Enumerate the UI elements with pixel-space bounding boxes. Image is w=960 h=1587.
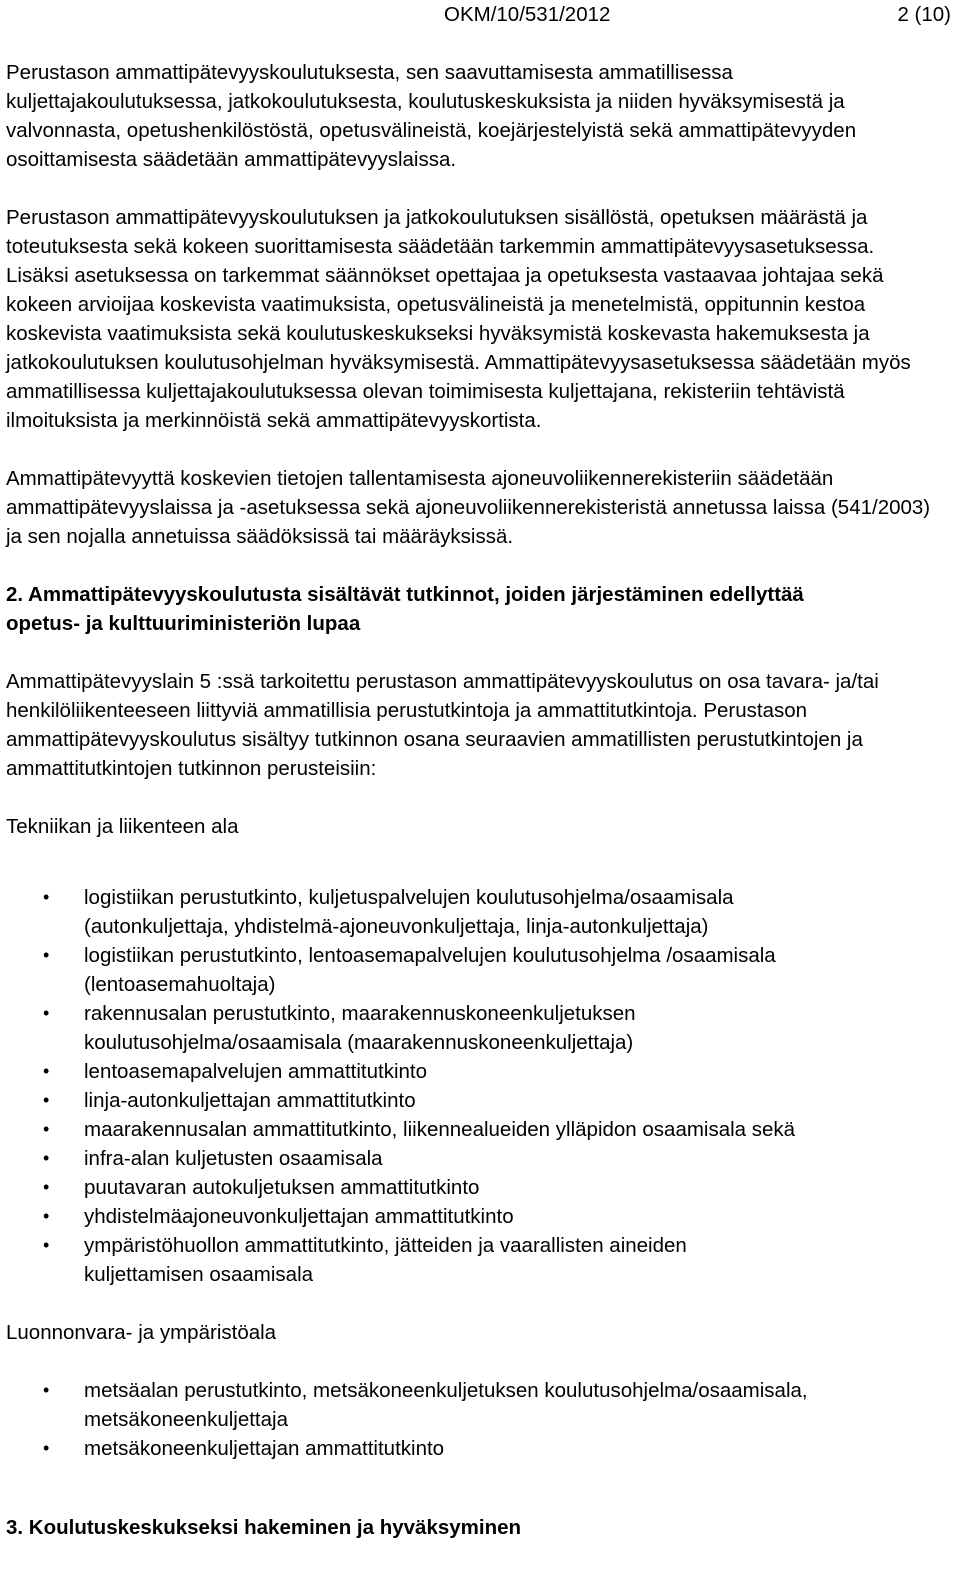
bullet-icon: • <box>43 1003 50 1023</box>
list-item-line: yhdistelmäajoneuvonkuljettajan ammattitutkinto <box>84 1205 514 1228</box>
list-item <box>6 1231 951 1289</box>
bullet-icon: • <box>43 1119 50 1139</box>
page-number: 2 (10) <box>897 3 951 26</box>
bullet-icon: • <box>43 1380 50 1400</box>
paragraph-3: Ammattipätevyyttä koskevien tietojen tallentamisesta ajoneuvoliikennerekisteriin säädetään ammattipätevyyslaissa ja -asetuksessa sekä ajoneuvoliikennerekisteristä annetussa laissa (541/2003) ja sen nojalla annetuissa säädöksissä tai määräyksissä. <box>6 467 931 548</box>
list-item-line: lentoasemapalvelujen ammattitutkinto <box>84 1060 427 1083</box>
bullet-icon: • <box>43 1177 50 1197</box>
list-item <box>6 1202 951 1231</box>
list-item <box>6 1144 951 1173</box>
list-item-line: logistiikan perustutkinto, kuljetuspalvelujen koulutusohjelma/osaamisala <box>84 886 734 909</box>
list-item <box>6 1115 951 1144</box>
list-item <box>6 941 951 999</box>
section-2-intro: Ammattipätevyyslain 5 :ssä tarkoitettu perustason ammattipätevyyskoulutus on osa tavara- ja/tai henkilöliikenteeseen liittyviä ammatillisia perustutkintoja ja ammattitutkintoja. Perustason ammattipätevyyskoulutus sisältyy tutkinnon osana seuraavien ammatillisten perustutkintojen ja ammattitutkintojen tutkinnon perusteisiin: <box>6 670 879 780</box>
list-item <box>6 1057 951 1086</box>
page-header <box>6 2 951 28</box>
list-item-line: kuljettamisen osaamisala <box>84 1263 314 1286</box>
list-item-line: rakennusalan perustutkinto, maarakennuskoneenkuljetuksen <box>84 1002 636 1025</box>
list-item-line: metsäkoneenkuljettajan ammattitutkinto <box>84 1437 445 1460</box>
document-id: OKM/10/531/2012 <box>444 3 611 26</box>
list-item-line: ympäristöhuollon ammattitutkinto, jätteiden ja vaarallisten aineiden <box>84 1234 687 1257</box>
bullet-icon: • <box>43 887 50 907</box>
group-2-list <box>6 1376 951 1463</box>
bullet-icon: • <box>43 1235 50 1255</box>
bullet-icon: • <box>43 945 50 965</box>
list-item-line: koulutusohjelma/osaamisala (maarakennuskoneenkuljettaja) <box>84 1031 634 1054</box>
list-item <box>6 1376 951 1434</box>
list-item-line: (lentoasemahuoltaja) <box>84 973 276 996</box>
document-body <box>6 58 951 1542</box>
bullet-icon: • <box>43 1206 50 1226</box>
group-1-label: Tekniikan ja liikenteen ala <box>6 815 239 838</box>
list-item-line: logistiikan perustutkinto, lentoasemapalvelujen koulutusohjelma /osaamisala <box>84 944 776 967</box>
bullet-icon: • <box>43 1438 50 1458</box>
paragraph-2: Perustason ammattipätevyyskoulutuksen ja jatkokoulutuksen sisällöstä, opetuksen määrästä ja toteutuksesta sekä kokeen suorittamisesta säädetään tarkemmin ammattipätevyysasetuksessa. Lisäksi asetuksessa on tarkemmat säännökset opettajaa ja opetuksesta vastaavaa johtajaa sekä kokeen arvioijaa koskevista vaatimuksista, opetusvälineistä ja menetelmistä, oppitunnin kestoa koskevista vaatimuksista sekä koulutuskeskukseksi hyväksymistä koskevasta hakemuksesta ja jatkokoulutuksen koulutusohjelman hyväksymisestä. Ammattipätevyysasetuksessa säädetään myös ammatillisessa kuljettajakoulutuksessa olevan toimimisesta kuljettajana, rekisteriin tehtävistä ilmoituksista ja merkinnöistä sekä ammattipätevyyskortista. <box>6 206 911 432</box>
list-item <box>6 1086 951 1115</box>
group-1-list <box>6 883 951 1289</box>
list-item-line: maarakennusalan ammattitutkinto, liikennealueiden ylläpidon osaamisala sekä <box>84 1118 796 1141</box>
bullet-icon: • <box>43 1090 50 1110</box>
paragraph-1: Perustason ammattipätevyyskoulutuksesta, sen saavuttamisesta ammatillisessa kuljettajakoulutuksessa, jatkokoulutuksesta, koulutuskeskuksista ja niiden hyväksymisestä ja valvonnasta, opetushenkilöstöstä, opetusvälineistä, koejärjestelyistä sekä ammattipätevyyden osoittamisesta säädetään ammattipätevyyslaissa. <box>6 61 857 171</box>
list-item <box>6 1434 951 1463</box>
section-3-heading: 3. Koulutuskeskukseksi hakeminen ja hyväksyminen <box>6 1516 522 1539</box>
list-item-line: metsäalan perustutkinto, metsäkoneenkuljetuksen koulutusohjelma/osaamisala, <box>84 1379 808 1402</box>
list-item <box>6 999 951 1057</box>
list-item-line: puutavaran autokuljetuksen ammattitutkinto <box>84 1176 480 1199</box>
list-item-line: (autonkuljettaja, yhdistelmä-ajoneuvonkuljettaja, linja-autonkuljettaja) <box>84 915 709 938</box>
bullet-icon: • <box>43 1061 50 1081</box>
group-2-label: Luonnonvara- ja ympäristöala <box>6 1321 277 1344</box>
section-2-heading: 2. Ammattipätevyyskoulutusta sisältävät tutkinnot, joiden järjestäminen edellyttää opetus- ja kulttuuriministeriön lupaa <box>6 583 804 635</box>
list-item-line: infra-alan kuljetusten osaamisala <box>84 1147 383 1170</box>
bullet-icon: • <box>43 1148 50 1168</box>
list-item-line: metsäkoneenkuljettaja <box>84 1408 288 1431</box>
list-item <box>6 1173 951 1202</box>
list-item <box>6 883 951 941</box>
list-item-line: linja-autonkuljettajan ammattitutkinto <box>84 1089 416 1112</box>
